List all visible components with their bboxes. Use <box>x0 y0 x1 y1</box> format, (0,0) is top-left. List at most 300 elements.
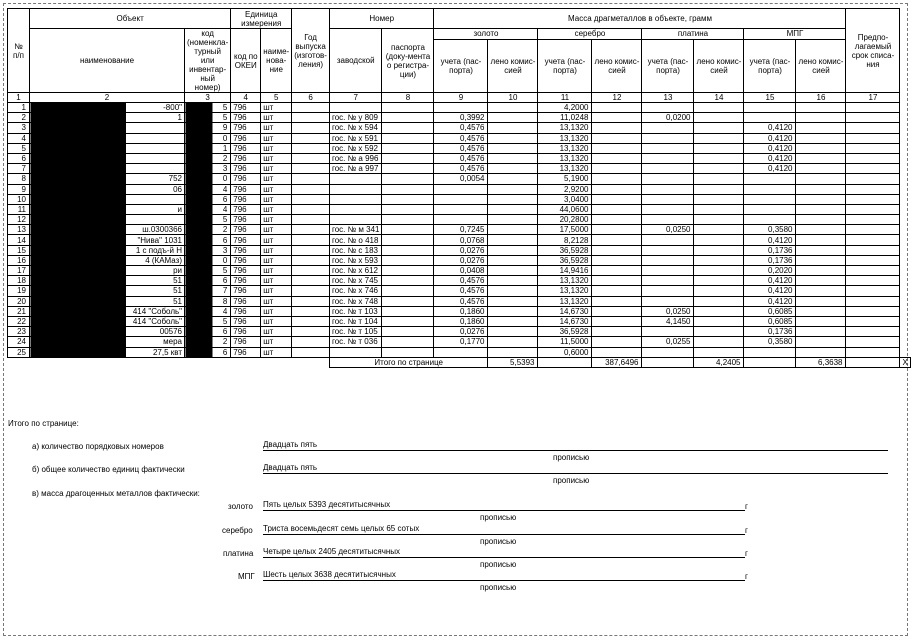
summary-title: Итого по странице: <box>8 419 79 428</box>
row-code: 5 <box>185 215 231 225</box>
row-gold-comm <box>488 123 538 133</box>
header-gold: золото <box>434 29 538 40</box>
row-factory-number <box>329 184 382 194</box>
row-mpg-acc: 0,1736 <box>744 327 796 337</box>
row-code: 2 <box>185 337 231 347</box>
row-silver-comm <box>592 123 642 133</box>
row-factory-number: гос. № т 104 <box>329 316 382 326</box>
row-year <box>292 113 330 123</box>
row-mpg-acc: 0,2020 <box>744 266 796 276</box>
row-silver-comm <box>592 113 642 123</box>
gold-unit: г <box>745 502 748 511</box>
row-silver-comm <box>592 133 642 143</box>
row-unit: шт <box>261 286 292 296</box>
row-year <box>292 347 330 357</box>
row-gold-comm <box>488 255 538 265</box>
row-gold-acc <box>434 184 488 194</box>
row-plat-comm <box>694 327 744 337</box>
totals-label: Итого по странице <box>329 357 488 367</box>
row-plat-acc <box>642 215 694 225</box>
header-factory: заводской <box>329 29 382 93</box>
platinum-unit: г <box>745 549 748 558</box>
row-mpg-comm <box>796 204 846 214</box>
gold-hint: прописью <box>480 513 517 522</box>
gold-value: Пять целых 5393 десятитысячных <box>263 500 745 511</box>
row-passport <box>382 306 434 316</box>
row-name <box>30 215 185 225</box>
row-silver-acc: 5,1900 <box>538 174 592 184</box>
row-name <box>30 123 185 133</box>
row-plat-comm <box>694 194 744 204</box>
row-mpg-comm <box>796 337 846 347</box>
row-year <box>292 276 330 286</box>
header-passport: паспорта (доку-мента о регистра-ции) <box>382 29 434 93</box>
row-passport <box>382 103 434 113</box>
row-number: 22 <box>8 316 30 326</box>
totals-term: Х <box>900 357 910 367</box>
row-code: 0 <box>185 174 231 184</box>
row-mpg-acc: 0,4120 <box>744 276 796 286</box>
row-mpg-acc <box>744 113 796 123</box>
row-silver-acc: 13,1320 <box>538 133 592 143</box>
row-term <box>846 204 900 214</box>
row-silver-acc: 0,6000 <box>538 347 592 357</box>
row-term <box>846 184 900 194</box>
row-gold-acc <box>434 204 488 214</box>
header-okei: код по ОКЕИ <box>231 29 261 93</box>
summary-b-value: Двадцать пять <box>263 463 888 474</box>
row-code: 1 <box>185 143 231 153</box>
row-silver-comm <box>592 194 642 204</box>
header-year: Год выпуска (изготов-ления) <box>292 9 330 93</box>
silver-hint: прописью <box>480 537 517 546</box>
row-plat-acc <box>642 347 694 357</box>
row-code: 4 <box>185 204 231 214</box>
row-silver-comm <box>592 255 642 265</box>
header-mpg-comm: лено комис-сией <box>796 39 846 92</box>
row-silver-acc: 36,5928 <box>538 255 592 265</box>
column-number: 2 <box>30 93 185 103</box>
row-number: 12 <box>8 215 30 225</box>
row-plat-acc <box>642 204 694 214</box>
row-factory-number: гос. № х 612 <box>329 266 382 276</box>
row-silver-comm <box>592 337 642 347</box>
row-unit: шт <box>261 266 292 276</box>
row-year <box>292 215 330 225</box>
row-year <box>292 266 330 276</box>
platinum-label: платина <box>223 549 254 558</box>
row-passport <box>382 143 434 153</box>
row-plat-acc: 4,1450 <box>642 316 694 326</box>
row-silver-comm <box>592 103 642 113</box>
row-number: 14 <box>8 235 30 245</box>
table-row <box>8 174 911 184</box>
row-gold-comm <box>488 194 538 204</box>
row-plat-acc <box>642 286 694 296</box>
row-name <box>30 153 185 163</box>
row-number: 4 <box>8 133 30 143</box>
row-code: 5 <box>185 113 231 123</box>
row-okei: 796 <box>231 215 261 225</box>
row-name: 1 с подъ-й Н <box>30 245 185 255</box>
row-term <box>846 133 900 143</box>
row-code: 9 <box>185 123 231 133</box>
row-plat-acc <box>642 143 694 153</box>
row-gold-comm <box>488 174 538 184</box>
row-okei: 796 <box>231 143 261 153</box>
row-mpg-comm <box>796 276 846 286</box>
row-mpg-comm <box>796 316 846 326</box>
row-gold-acc: 0,0276 <box>434 245 488 255</box>
row-mpg-comm <box>796 103 846 113</box>
table-row <box>8 153 911 163</box>
row-mpg-comm <box>796 194 846 204</box>
row-term <box>846 194 900 204</box>
row-factory-number <box>329 347 382 357</box>
row-name: "Нива" 1031 <box>30 235 185 245</box>
row-number: 13 <box>8 225 30 235</box>
row-gold-acc: 0,1860 <box>434 306 488 316</box>
mpg-hint: прописью <box>480 583 517 592</box>
row-factory-number: гос. № х 594 <box>329 123 382 133</box>
row-okei: 796 <box>231 316 261 326</box>
row-gold-acc: 0,4576 <box>434 143 488 153</box>
row-plat-comm <box>694 113 744 123</box>
row-name: 51 <box>30 296 185 306</box>
row-gold-comm <box>488 113 538 123</box>
row-code: 8 <box>185 296 231 306</box>
row-mpg-comm <box>796 235 846 245</box>
row-unit: шт <box>261 245 292 255</box>
table-row <box>8 133 911 143</box>
row-plat-comm <box>694 306 744 316</box>
row-plat-acc <box>642 296 694 306</box>
row-okei: 796 <box>231 123 261 133</box>
row-passport <box>382 225 434 235</box>
row-okei: 796 <box>231 164 261 174</box>
row-number: 11 <box>8 204 30 214</box>
row-term <box>846 123 900 133</box>
row-gold-comm <box>488 164 538 174</box>
row-term <box>846 143 900 153</box>
row-mpg-acc: 0,4120 <box>744 286 796 296</box>
row-mpg-comm <box>796 245 846 255</box>
row-number: 20 <box>8 296 30 306</box>
row-silver-comm <box>592 153 642 163</box>
row-mpg-acc <box>744 204 796 214</box>
row-silver-comm <box>592 143 642 153</box>
row-name: 27,5 квт <box>30 347 185 357</box>
row-gold-acc <box>434 103 488 113</box>
row-number: 10 <box>8 194 30 204</box>
row-year <box>292 133 330 143</box>
row-mpg-comm <box>796 296 846 306</box>
row-okei: 796 <box>231 225 261 235</box>
row-gold-comm <box>488 296 538 306</box>
row-number: 7 <box>8 164 30 174</box>
row-year <box>292 164 330 174</box>
row-factory-number <box>329 174 382 184</box>
row-name <box>30 143 185 153</box>
totals-gold: 5,5393 <box>488 357 538 367</box>
row-year <box>292 204 330 214</box>
row-gold-comm <box>488 133 538 143</box>
row-name: 00576 <box>30 327 185 337</box>
row-silver-comm <box>592 347 642 357</box>
row-passport <box>382 286 434 296</box>
row-gold-acc: 0,0054 <box>434 174 488 184</box>
row-plat-acc <box>642 266 694 276</box>
row-mpg-acc: 0,4120 <box>744 164 796 174</box>
row-gold-acc: 0,7245 <box>434 225 488 235</box>
table-row <box>8 143 911 153</box>
header-code: код (номенкла-турный или инвентар-ный номер) <box>185 29 231 93</box>
row-factory-number <box>329 215 382 225</box>
row-mpg-acc: 0,1736 <box>744 245 796 255</box>
row-number: 17 <box>8 266 30 276</box>
row-gold-acc: 0,4576 <box>434 123 488 133</box>
row-silver-acc: 13,1320 <box>538 296 592 306</box>
table-row <box>8 123 911 133</box>
row-term <box>846 245 900 255</box>
row-gold-comm <box>488 347 538 357</box>
platinum-hint: прописью <box>480 560 517 569</box>
column-number: 7 <box>329 93 382 103</box>
mpg-unit: г <box>745 572 748 581</box>
row-gold-comm <box>488 215 538 225</box>
row-mpg-comm <box>796 164 846 174</box>
row-passport <box>382 204 434 214</box>
row-passport <box>382 164 434 174</box>
header-gold-comm: лено комис-сией <box>488 39 538 92</box>
row-number: 19 <box>8 286 30 296</box>
row-term <box>846 235 900 245</box>
row-plat-comm <box>694 225 744 235</box>
row-unit: шт <box>261 153 292 163</box>
row-plat-acc: 0,0200 <box>642 113 694 123</box>
row-year <box>292 255 330 265</box>
row-year <box>292 225 330 235</box>
row-mpg-acc <box>744 194 796 204</box>
table-row <box>8 103 911 113</box>
row-code: 4 <box>185 306 231 316</box>
row-term <box>846 103 900 113</box>
row-plat-comm <box>694 245 744 255</box>
row-unit: шт <box>261 255 292 265</box>
header-unit: Единица измерения <box>231 9 292 29</box>
row-number: 3 <box>8 123 30 133</box>
row-mpg-comm <box>796 184 846 194</box>
row-name: ри <box>30 266 185 276</box>
row-passport <box>382 215 434 225</box>
header-term: Предпо-лагаемый срок списа-ния <box>846 9 900 93</box>
row-silver-acc: 13,1320 <box>538 143 592 153</box>
row-plat-acc <box>642 194 694 204</box>
row-unit: шт <box>261 113 292 123</box>
row-silver-acc: 13,1320 <box>538 286 592 296</box>
row-okei: 796 <box>231 204 261 214</box>
row-silver-acc: 13,1320 <box>538 164 592 174</box>
row-name <box>30 164 185 174</box>
row-gold-comm <box>488 276 538 286</box>
row-silver-comm <box>592 286 642 296</box>
row-year <box>292 306 330 316</box>
row-silver-acc: 44,0600 <box>538 204 592 214</box>
row-code: 7 <box>185 286 231 296</box>
row-plat-comm <box>694 123 744 133</box>
row-gold-acc <box>434 347 488 357</box>
table-row <box>8 225 911 235</box>
row-code: 4 <box>185 184 231 194</box>
row-passport <box>382 327 434 337</box>
row-gold-acc: 0,3992 <box>434 113 488 123</box>
row-gold-comm <box>488 337 538 347</box>
row-plat-comm <box>694 316 744 326</box>
row-term <box>846 164 900 174</box>
column-number: 17 <box>846 93 900 103</box>
row-silver-comm <box>592 174 642 184</box>
row-mpg-acc: 0,4120 <box>744 235 796 245</box>
row-mpg-acc: 0,1736 <box>744 255 796 265</box>
row-mpg-comm <box>796 255 846 265</box>
row-gold-comm <box>488 306 538 316</box>
row-passport <box>382 123 434 133</box>
column-number: 5 <box>261 93 292 103</box>
row-gold-acc <box>434 215 488 225</box>
column-number: 11 <box>538 93 592 103</box>
row-gold-comm <box>488 103 538 113</box>
row-name: 06 <box>30 184 185 194</box>
row-name: 414 "Соболь" <box>30 316 185 326</box>
table-body <box>8 103 911 358</box>
row-factory-number: гос. № а 996 <box>329 153 382 163</box>
row-silver-acc: 14,6730 <box>538 306 592 316</box>
row-passport <box>382 316 434 326</box>
row-term <box>846 255 900 265</box>
row-silver-comm <box>592 245 642 255</box>
row-name: 414 "Соболь" <box>30 306 185 316</box>
mpg-label: МПГ <box>238 572 255 581</box>
row-code: 0 <box>185 133 231 143</box>
column-number: 1 <box>8 93 30 103</box>
row-unit: шт <box>261 316 292 326</box>
row-passport <box>382 184 434 194</box>
row-passport <box>382 296 434 306</box>
row-silver-comm <box>592 215 642 225</box>
row-okei: 796 <box>231 296 261 306</box>
row-number: 2 <box>8 113 30 123</box>
row-factory-number: гос. № т 105 <box>329 327 382 337</box>
row-year <box>292 245 330 255</box>
row-mpg-acc: 0,6085 <box>744 306 796 316</box>
row-mpg-acc: 0,4120 <box>744 143 796 153</box>
row-mpg-acc <box>744 215 796 225</box>
row-plat-acc <box>642 174 694 184</box>
row-silver-acc: 14,6730 <box>538 316 592 326</box>
summary-a-value: Двадцать пять <box>263 440 888 451</box>
summary-a-label: а) количество порядковых номеров <box>32 442 164 451</box>
row-plat-acc <box>642 276 694 286</box>
row-number: 15 <box>8 245 30 255</box>
row-year <box>292 103 330 113</box>
totals-platinum: 4,2405 <box>694 357 744 367</box>
row-factory-number <box>329 204 382 214</box>
row-term <box>846 296 900 306</box>
row-factory-number <box>329 103 382 113</box>
row-silver-acc: 4,2000 <box>538 103 592 113</box>
row-okei: 796 <box>231 133 261 143</box>
table-row <box>8 235 911 245</box>
row-silver-acc: 3,0400 <box>538 194 592 204</box>
row-okei: 796 <box>231 266 261 276</box>
row-passport <box>382 194 434 204</box>
row-silver-acc: 2,9200 <box>538 184 592 194</box>
row-mpg-comm <box>796 113 846 123</box>
row-factory-number: гос. № х 593 <box>329 255 382 265</box>
row-year <box>292 337 330 347</box>
row-plat-acc <box>642 133 694 143</box>
row-okei: 796 <box>231 276 261 286</box>
row-term <box>846 113 900 123</box>
column-number: 6 <box>292 93 330 103</box>
row-silver-comm <box>592 235 642 245</box>
row-year <box>292 235 330 245</box>
row-name: 752 <box>30 174 185 184</box>
row-passport <box>382 153 434 163</box>
row-number: 23 <box>8 327 30 337</box>
column-number: 4 <box>231 93 261 103</box>
row-code: 5 <box>185 266 231 276</box>
row-code: 6 <box>185 327 231 337</box>
row-plat-comm <box>694 184 744 194</box>
row-plat-comm <box>694 255 744 265</box>
row-number: 16 <box>8 255 30 265</box>
row-code: 6 <box>185 276 231 286</box>
row-mpg-acc: 0,4120 <box>744 153 796 163</box>
table-row <box>8 286 911 296</box>
row-plat-comm <box>694 143 744 153</box>
row-unit: шт <box>261 337 292 347</box>
row-gold-acc: 0,0408 <box>434 266 488 276</box>
row-okei: 796 <box>231 184 261 194</box>
row-okei: 796 <box>231 337 261 347</box>
row-silver-comm <box>592 225 642 235</box>
row-number: 18 <box>8 276 30 286</box>
header-silver-comm: лено комис-сией <box>592 39 642 92</box>
column-number: 8 <box>382 93 434 103</box>
row-passport <box>382 276 434 286</box>
row-term <box>846 215 900 225</box>
table-row <box>8 164 911 174</box>
row-year <box>292 184 330 194</box>
row-mpg-comm <box>796 327 846 337</box>
row-okei: 796 <box>231 286 261 296</box>
row-plat-comm <box>694 153 744 163</box>
header-no: № п/п <box>8 9 30 93</box>
row-plat-comm <box>694 286 744 296</box>
row-mpg-comm <box>796 286 846 296</box>
row-unit: шт <box>261 184 292 194</box>
row-unit: шт <box>261 204 292 214</box>
row-silver-comm <box>592 266 642 276</box>
row-gold-acc: 0,1770 <box>434 337 488 347</box>
row-passport <box>382 266 434 276</box>
row-number: 25 <box>8 347 30 357</box>
row-gold-comm <box>488 316 538 326</box>
row-plat-acc <box>642 123 694 133</box>
row-passport <box>382 113 434 123</box>
row-name: 51 <box>30 276 185 286</box>
